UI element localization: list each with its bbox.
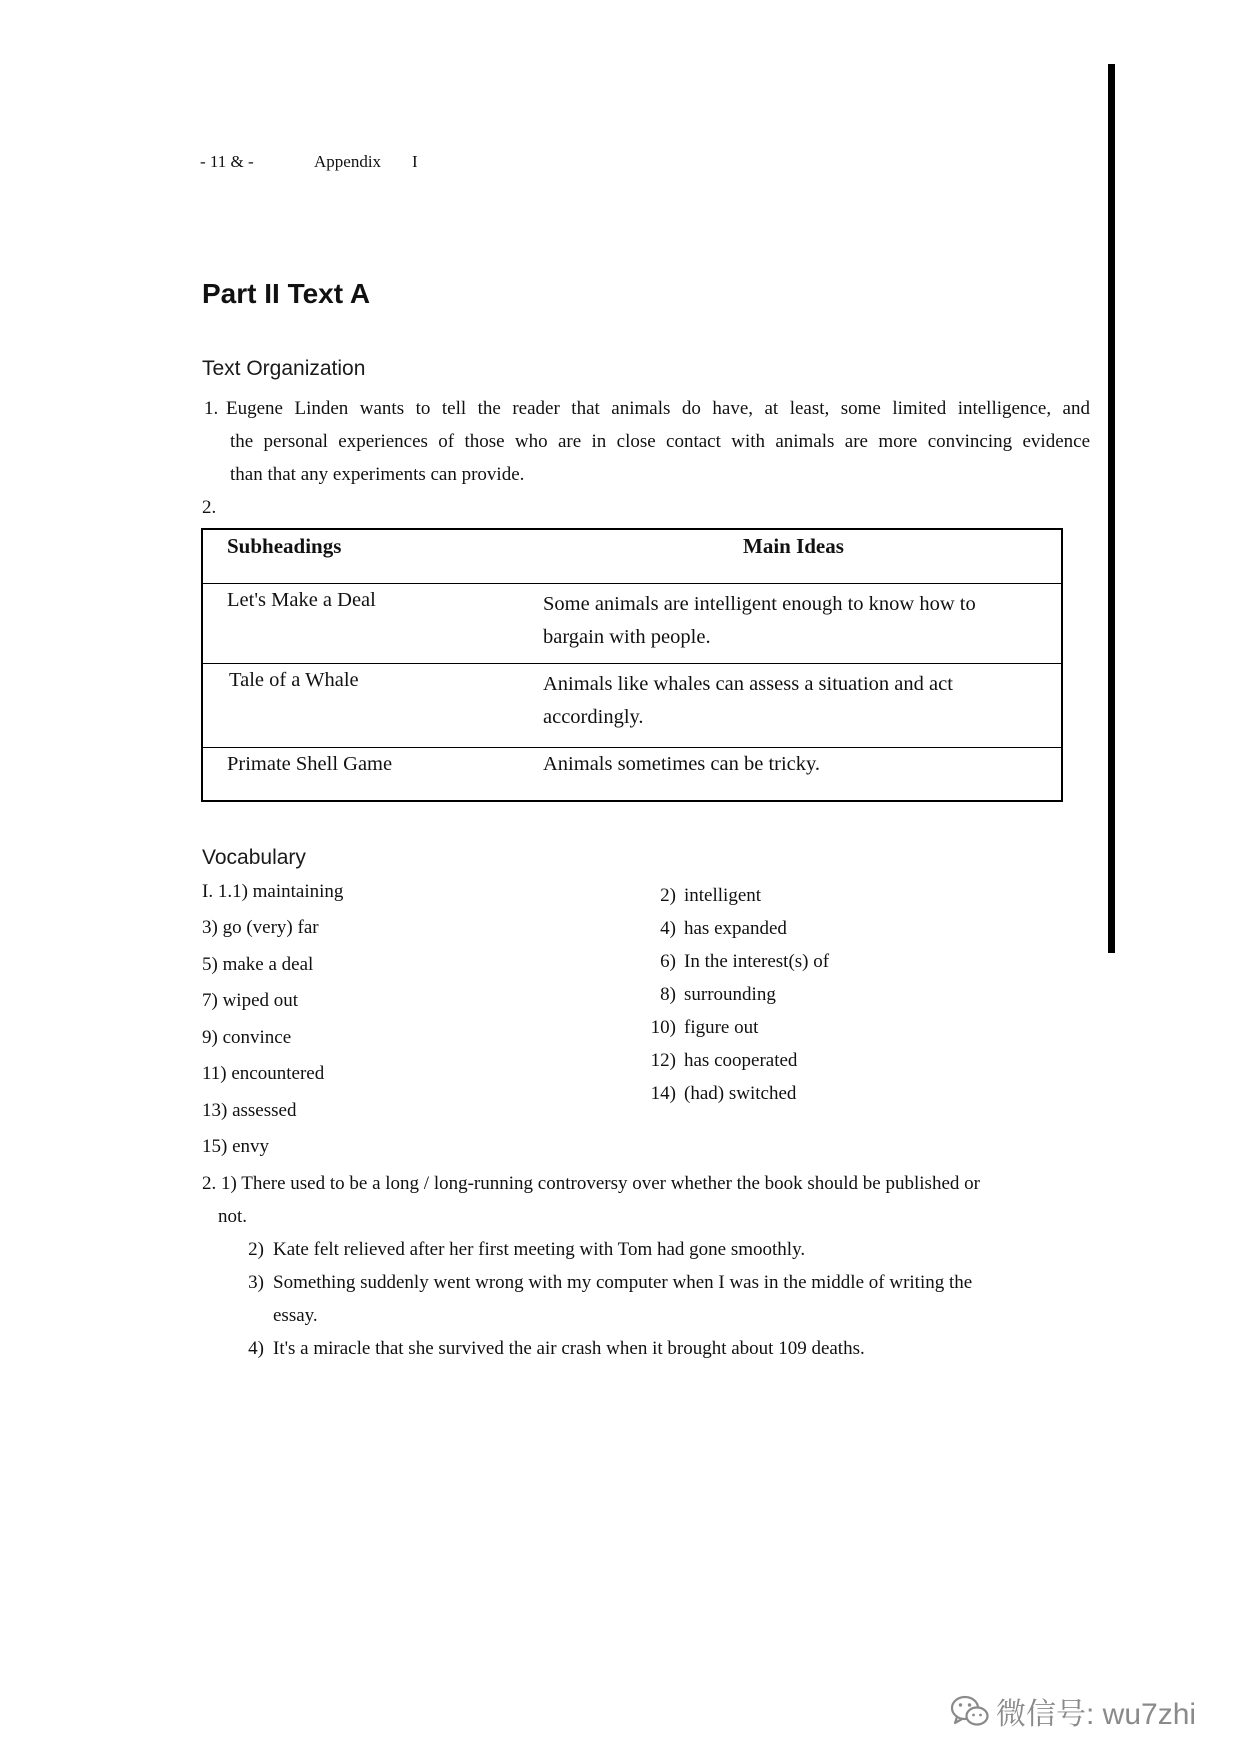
exercise-line: It's a miracle that she survived the air crash when it brought about 109 deaths. xyxy=(273,1338,865,1359)
row-idea-line: Animals sometimes can be tricky. xyxy=(543,753,821,775)
margin-bar xyxy=(1108,64,1115,953)
item-number: 2. xyxy=(202,497,217,518)
row-subheading: Primate Shell Game xyxy=(227,753,393,775)
row-subheading: Tale of a Whale xyxy=(229,669,359,691)
vocab-item: intelligent xyxy=(684,885,762,906)
paragraph-line: than that any experiments can provide. xyxy=(230,464,525,485)
row-idea-line: accordingly. xyxy=(543,706,644,728)
text-organization-heading: Text Organization xyxy=(202,357,366,380)
vocab-item: figure out xyxy=(684,1017,759,1038)
watermark-text: 微信号: wu7zhi xyxy=(996,1698,1197,1731)
vocab-item: In the interest(s) of xyxy=(684,951,830,972)
wechat-icon xyxy=(950,1694,990,1728)
item-number: 1. xyxy=(204,398,219,419)
vocab-num: 14) xyxy=(650,1083,676,1104)
vocab-item: has expanded xyxy=(684,918,787,939)
vocab-item: 9) convince xyxy=(202,1027,292,1048)
header-subheadings: Subheadings xyxy=(227,534,342,558)
paragraph-line: Eugene Linden wants to tell the reader that animals do have, at least, some limited intelligence, and xyxy=(226,398,1090,419)
vocab-num: 2) xyxy=(660,885,676,906)
row-idea-line: Some animals are intelligent enough to know how to xyxy=(543,593,976,615)
vocab-item: surrounding xyxy=(684,984,776,1005)
row-subheading: Let's Make a Deal xyxy=(227,589,376,611)
vocab-num: 4) xyxy=(660,918,676,939)
table-row xyxy=(203,664,1061,748)
table-header-row xyxy=(203,530,1061,584)
vocabulary-heading: Vocabulary xyxy=(202,846,306,869)
exercise-num: 3) xyxy=(248,1272,264,1293)
appendix-roman: I xyxy=(412,152,418,171)
table-row xyxy=(203,584,1061,664)
vocab-item: 7) wiped out xyxy=(202,990,299,1011)
exercise-num: 2) xyxy=(248,1239,264,1260)
vocab-num: 10) xyxy=(650,1017,676,1038)
page-number: - 11 & - xyxy=(200,152,254,171)
row-idea-line: Animals like whales can assess a situation and act xyxy=(543,673,953,695)
exercise-num: 4) xyxy=(248,1338,264,1359)
vocab-num: 12) xyxy=(650,1050,676,1071)
vocab-item: has cooperated xyxy=(684,1050,798,1071)
exercise-line: not. xyxy=(218,1206,248,1227)
vocab-num: 8) xyxy=(660,984,676,1005)
vocab-item: (had) switched xyxy=(684,1083,797,1104)
watermark xyxy=(950,1689,1196,1733)
exercise-line: essay. xyxy=(273,1305,318,1326)
vocab-num: 6) xyxy=(660,951,676,972)
vocab-item: 15) envy xyxy=(202,1136,270,1157)
exercise-line: 2. 1) There used to be a long / long-running controversy over whether the book should be published or xyxy=(202,1173,980,1194)
vocab-item: 11) encountered xyxy=(202,1063,325,1084)
row-idea-line: bargain with people. xyxy=(543,626,711,648)
page-title: Part II Text A xyxy=(202,278,371,309)
vocab-item: 13) assessed xyxy=(202,1100,297,1121)
exercise-line: Kate felt relieved after her first meeting with Tom had gone smoothly. xyxy=(273,1239,806,1260)
exercise-line: Something suddenly went wrong with my computer when I was in the middle of writing the xyxy=(273,1272,973,1293)
header-main-ideas: Main Ideas xyxy=(743,534,844,558)
appendix-label: Appendix xyxy=(314,152,382,171)
paragraph-line: the personal experiences of those who are in close contact with animals are more convincing evidence xyxy=(230,431,1090,452)
vocab-item: 3) go (very) far xyxy=(202,917,319,938)
subheadings-table xyxy=(201,528,1063,802)
vocab-item: I. 1.1) maintaining xyxy=(202,881,344,902)
vocab-item: 5) make a deal xyxy=(202,954,314,975)
table-row xyxy=(203,748,1061,802)
